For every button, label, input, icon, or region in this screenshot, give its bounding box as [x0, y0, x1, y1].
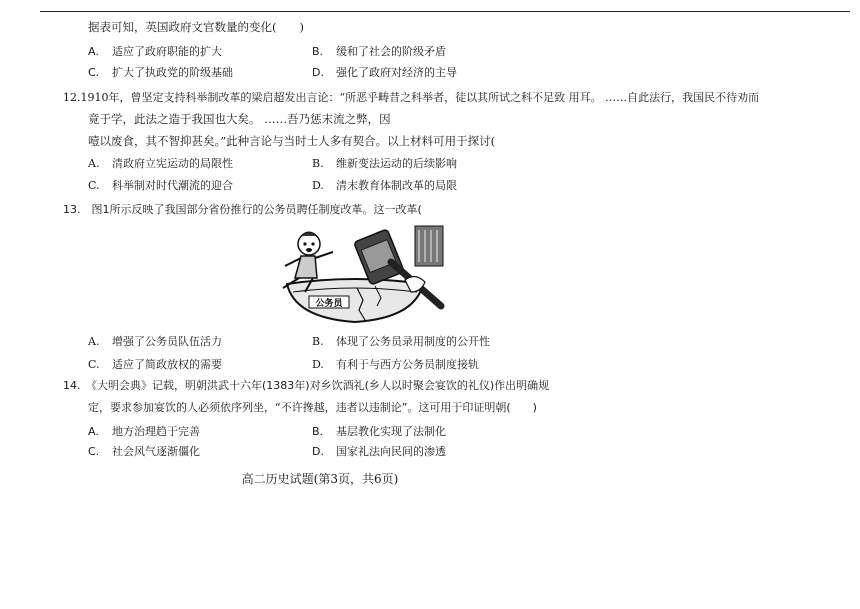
option-text: 扩大了执政党的阶级基础 [112, 66, 233, 79]
q13-option-a[interactable] [88, 334, 222, 349]
option-text: 缓和了社会的阶级矛盾 [336, 45, 446, 58]
option-text: 维新变法运动的后续影响 [336, 157, 457, 170]
iron-rice-bowl [287, 279, 423, 322]
q14-option-b[interactable] [312, 424, 446, 439]
q12-option-c[interactable] [88, 178, 233, 193]
option-letter: B. [312, 45, 324, 58]
q11-option-d[interactable] [312, 65, 457, 80]
q14-line-1: 14. 《大明会典》记载，明朝洪武十六年(1383年)对乡饮酒礼(乡人以时聚会宴饮的礼仪)作出明确规 [63, 379, 550, 392]
option-text: 科举制对时代潮流的迎合 [112, 179, 233, 192]
q11-option-b[interactable] [312, 44, 446, 59]
option-letter: A. [88, 45, 99, 58]
option-letter: D. [312, 358, 324, 371]
option-letter: C. [88, 66, 100, 79]
option-letter: C. [88, 179, 100, 192]
q12-line-3: 噎以废食，其不智抑甚矣。”此种言论与当时士人多有契合。以上材料可用于探讨( [88, 134, 496, 148]
top-rule [40, 11, 850, 12]
option-letter: C. [88, 358, 100, 371]
bowl-label: 公务员 [315, 299, 343, 309]
option-letter: B. [312, 157, 324, 170]
option-letter: B. [312, 425, 324, 438]
q12-option-d[interactable] [312, 178, 457, 193]
option-letter: A. [88, 335, 100, 348]
option-text: 适应了政府职能的扩大 [112, 45, 222, 58]
q14-option-a[interactable] [88, 424, 200, 439]
option-text: 清末教育体制改革的局限 [336, 179, 457, 192]
option-text: 地方治理趋于完善 [112, 425, 200, 438]
option-letter: C. [88, 445, 100, 458]
q12-line-2: 竟于学，此法之造于我国也大矣。 ……吾乃惩末流之弊，因 [88, 112, 391, 126]
q13-stem: 13. 图1所示反映了我国部分省份推行的公务员聘任制度改革。这一改革( [63, 203, 422, 216]
option-text: 基层教化实现了法制化 [336, 425, 446, 438]
q14-line-2: 定，要求参加宴饮的人必须依序列坐，“不许搀越，违者以违制论”。这可用于印证明朝( ) [88, 401, 537, 414]
q13-option-c[interactable] [88, 357, 222, 372]
option-letter: B. [312, 335, 324, 348]
option-letter: A. [88, 157, 100, 170]
option-text: 社会风气逐渐僵化 [112, 445, 200, 458]
q12-line-1: 12.1910年，曾坚定支持科举制改革的梁启超发出言论：“所恶乎畴昔之科举者，徒以其所试之科不足致 用耳。 ……自此法行，我国民不待劝而 [63, 91, 760, 104]
q11-option-c[interactable] [88, 65, 233, 80]
option-letter: D. [312, 179, 324, 192]
q14-option-c[interactable] [88, 444, 200, 459]
q13-option-b[interactable] [312, 334, 490, 349]
option-text: 强化了政府对经济的主导 [336, 66, 457, 79]
option-text: 清政府立宪运动的局限性 [112, 157, 233, 170]
q12-option-b[interactable] [312, 156, 457, 171]
q11-option-a[interactable] [88, 44, 222, 59]
option-text: 增强了公务员队伍活力 [112, 335, 222, 348]
q11-stem: 据表可知，英国政府文官数量的变化( ) [88, 20, 304, 34]
q13-option-d[interactable] [312, 357, 479, 372]
option-letter: D. [312, 66, 324, 79]
option-text: 体现了公务员录用制度的公开性 [336, 335, 490, 348]
q14-option-d[interactable] [312, 444, 446, 459]
page-footer: 高二历史试题(第3页，共6页) [241, 472, 399, 486]
q12-option-a[interactable] [88, 156, 233, 171]
option-letter: A. [88, 425, 99, 438]
civil-servant-cartoon [265, 222, 445, 328]
option-text: 国家礼法向民间的渗透 [336, 445, 446, 458]
option-letter: D. [312, 445, 324, 458]
option-text: 有利于与西方公务员制度接轨 [336, 358, 479, 371]
option-text: 适应了简政放权的需要 [112, 358, 222, 371]
